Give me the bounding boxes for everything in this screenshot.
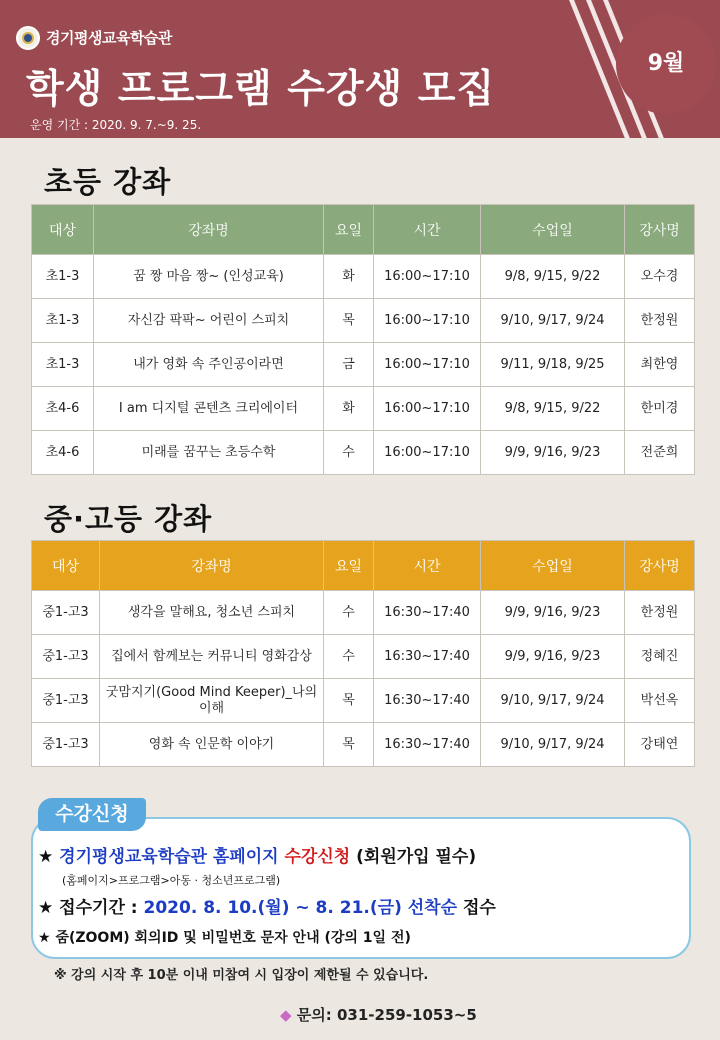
table-cell: 정혜진 bbox=[625, 635, 695, 679]
star-icon: ★ bbox=[38, 898, 54, 918]
table-cell: 자신감 팍팍~ 어린이 스피치 bbox=[94, 299, 324, 343]
column-header: 요일 bbox=[324, 541, 374, 591]
column-header: 강사명 bbox=[625, 205, 695, 255]
table-cell: 9/8, 9/15, 9/22 bbox=[481, 255, 625, 299]
table-cell: 중1-고3 bbox=[32, 591, 100, 635]
homepage-path: (홈페이지>프로그램>아동 · 청소년프로그램) bbox=[62, 874, 281, 887]
table-cell: 강태연 bbox=[625, 723, 695, 767]
table-cell: 화 bbox=[324, 387, 374, 431]
table-cell: 9/9, 9/16, 9/23 bbox=[481, 591, 625, 635]
table-cell: 금 bbox=[324, 343, 374, 387]
table-cell: 생각을 말해요, 청소년 스피치 bbox=[100, 591, 324, 635]
table-row bbox=[32, 387, 695, 431]
table-cell: 16:00~17:10 bbox=[374, 431, 481, 475]
period-dates: 2020. 8. 10.(월) ~ 8. 21.(금) 선착순 bbox=[143, 898, 458, 918]
table-row bbox=[32, 299, 695, 343]
table-cell: 수 bbox=[324, 591, 374, 635]
table-cell: 내가 영화 속 주인공이라면 bbox=[94, 343, 324, 387]
org-name: 경기평생교육학습관 bbox=[46, 29, 172, 47]
period-label: 접수기간 : bbox=[59, 898, 138, 918]
middle-course-table bbox=[31, 540, 695, 767]
table-cell: 중1-고3 bbox=[32, 635, 100, 679]
table-cell: 16:00~17:10 bbox=[374, 387, 481, 431]
table-cell: 꿈 짱 마음 짱~ (인성교육) bbox=[94, 255, 324, 299]
column-header: 강좌명 bbox=[100, 541, 324, 591]
enrollment-tag: 수강신청 bbox=[38, 798, 146, 831]
table-cell: 초4-6 bbox=[32, 387, 94, 431]
table-cell: 화 bbox=[324, 255, 374, 299]
table-cell: 목 bbox=[324, 723, 374, 767]
table-cell: 오수경 bbox=[625, 255, 695, 299]
table-row bbox=[32, 255, 695, 299]
table-cell: 16:30~17:40 bbox=[374, 591, 481, 635]
star-icon: ★ bbox=[38, 930, 51, 946]
column-header: 수업일 bbox=[481, 205, 625, 255]
table-cell: I am 디지털 콘텐츠 크리에이터 bbox=[94, 387, 324, 431]
column-header: 시간 bbox=[374, 541, 481, 591]
column-header: 요일 bbox=[324, 205, 374, 255]
table-cell: 9/8, 9/15, 9/22 bbox=[481, 387, 625, 431]
table-cell: 수 bbox=[324, 635, 374, 679]
enroll-line-zoom bbox=[38, 927, 411, 947]
table-cell: 초1-3 bbox=[32, 343, 94, 387]
org-logo-icon bbox=[16, 26, 40, 50]
table-cell: 9/9, 9/16, 9/23 bbox=[481, 431, 625, 475]
table-cell: 굿맘지기(Good Mind Keeper)_나의 이해 bbox=[100, 679, 324, 723]
table-row bbox=[32, 723, 695, 767]
table-cell: 9/11, 9/18, 9/25 bbox=[481, 343, 625, 387]
column-header: 강사명 bbox=[625, 541, 695, 591]
table-cell: 목 bbox=[324, 299, 374, 343]
signup-required-text: (회원가입 필수) bbox=[356, 847, 477, 867]
table-cell: 16:30~17:40 bbox=[374, 723, 481, 767]
column-header: 시간 bbox=[374, 205, 481, 255]
table-cell: 최한영 bbox=[625, 343, 695, 387]
table-cell: 9/9, 9/16, 9/23 bbox=[481, 635, 625, 679]
table-cell: 9/10, 9/17, 9/24 bbox=[481, 299, 625, 343]
elementary-course-table bbox=[31, 204, 695, 475]
table-cell: 한미경 bbox=[625, 387, 695, 431]
table-row bbox=[32, 679, 695, 723]
operation-period: 운영 기간 : 2020. 9. 7.~9. 25. bbox=[30, 118, 202, 132]
table-row bbox=[32, 591, 695, 635]
table-cell: 한정원 bbox=[625, 299, 695, 343]
table-cell: 16:00~17:10 bbox=[374, 343, 481, 387]
middle-section-title: 중·고등 강좌 bbox=[44, 502, 213, 536]
table-cell: 초4-6 bbox=[32, 431, 94, 475]
table-cell: 중1-고3 bbox=[32, 679, 100, 723]
column-header: 강좌명 bbox=[94, 205, 324, 255]
diamond-icon: ◆ bbox=[280, 1006, 292, 1024]
table-cell: 16:00~17:10 bbox=[374, 299, 481, 343]
column-header: 대상 bbox=[32, 205, 94, 255]
elementary-section-title: 초등 강좌 bbox=[44, 165, 172, 199]
table-cell: 목 bbox=[324, 679, 374, 723]
enroll-line-period bbox=[38, 893, 496, 918]
contact-text: 문의: 031-259-1053~5 bbox=[296, 1006, 477, 1024]
table-row bbox=[32, 431, 695, 475]
header-banner bbox=[0, 0, 720, 138]
table-cell: 박선옥 bbox=[625, 679, 695, 723]
table-cell: 초1-3 bbox=[32, 255, 94, 299]
period-rest: 접수 bbox=[462, 898, 496, 918]
homepage-text: 경기평생교육학습관 홈페이지 bbox=[59, 847, 279, 867]
table-cell: 9/10, 9/17, 9/24 bbox=[481, 723, 625, 767]
table-cell: 미래를 꿈꾸는 초등수학 bbox=[94, 431, 324, 475]
table-cell: 16:30~17:40 bbox=[374, 635, 481, 679]
attendance-note: ※ 강의 시작 후 10분 이내 미참여 시 입장이 제한될 수 있습니다. bbox=[54, 968, 429, 983]
table-row bbox=[32, 635, 695, 679]
table-cell: 집에서 함께보는 커뮤니티 영화감상 bbox=[100, 635, 324, 679]
table-cell: 9/10, 9/17, 9/24 bbox=[481, 679, 625, 723]
table-cell: 16:00~17:10 bbox=[374, 255, 481, 299]
star-icon: ★ bbox=[38, 847, 54, 867]
table-row bbox=[32, 343, 695, 387]
contact-info bbox=[280, 1004, 477, 1025]
table-cell: 수 bbox=[324, 431, 374, 475]
apply-text: 수강신청 bbox=[284, 847, 351, 867]
enroll-line-homepage bbox=[38, 842, 476, 867]
column-header: 대상 bbox=[32, 541, 100, 591]
table-cell: 한정원 bbox=[625, 591, 695, 635]
table-cell: 16:30~17:40 bbox=[374, 679, 481, 723]
zoom-info: 줌(ZOOM) 회의ID 및 비밀번호 문자 안내 (강의 1일 전) bbox=[55, 930, 411, 946]
table-cell: 영화 속 인문학 이야기 bbox=[100, 723, 324, 767]
month-badge: 9월 bbox=[616, 14, 716, 114]
column-header: 수업일 bbox=[481, 541, 625, 591]
table-cell: 전준희 bbox=[625, 431, 695, 475]
page-title: 학생 프로그램 수강생 모집 bbox=[26, 67, 496, 112]
table-cell: 초1-3 bbox=[32, 299, 94, 343]
table-cell: 중1-고3 bbox=[32, 723, 100, 767]
